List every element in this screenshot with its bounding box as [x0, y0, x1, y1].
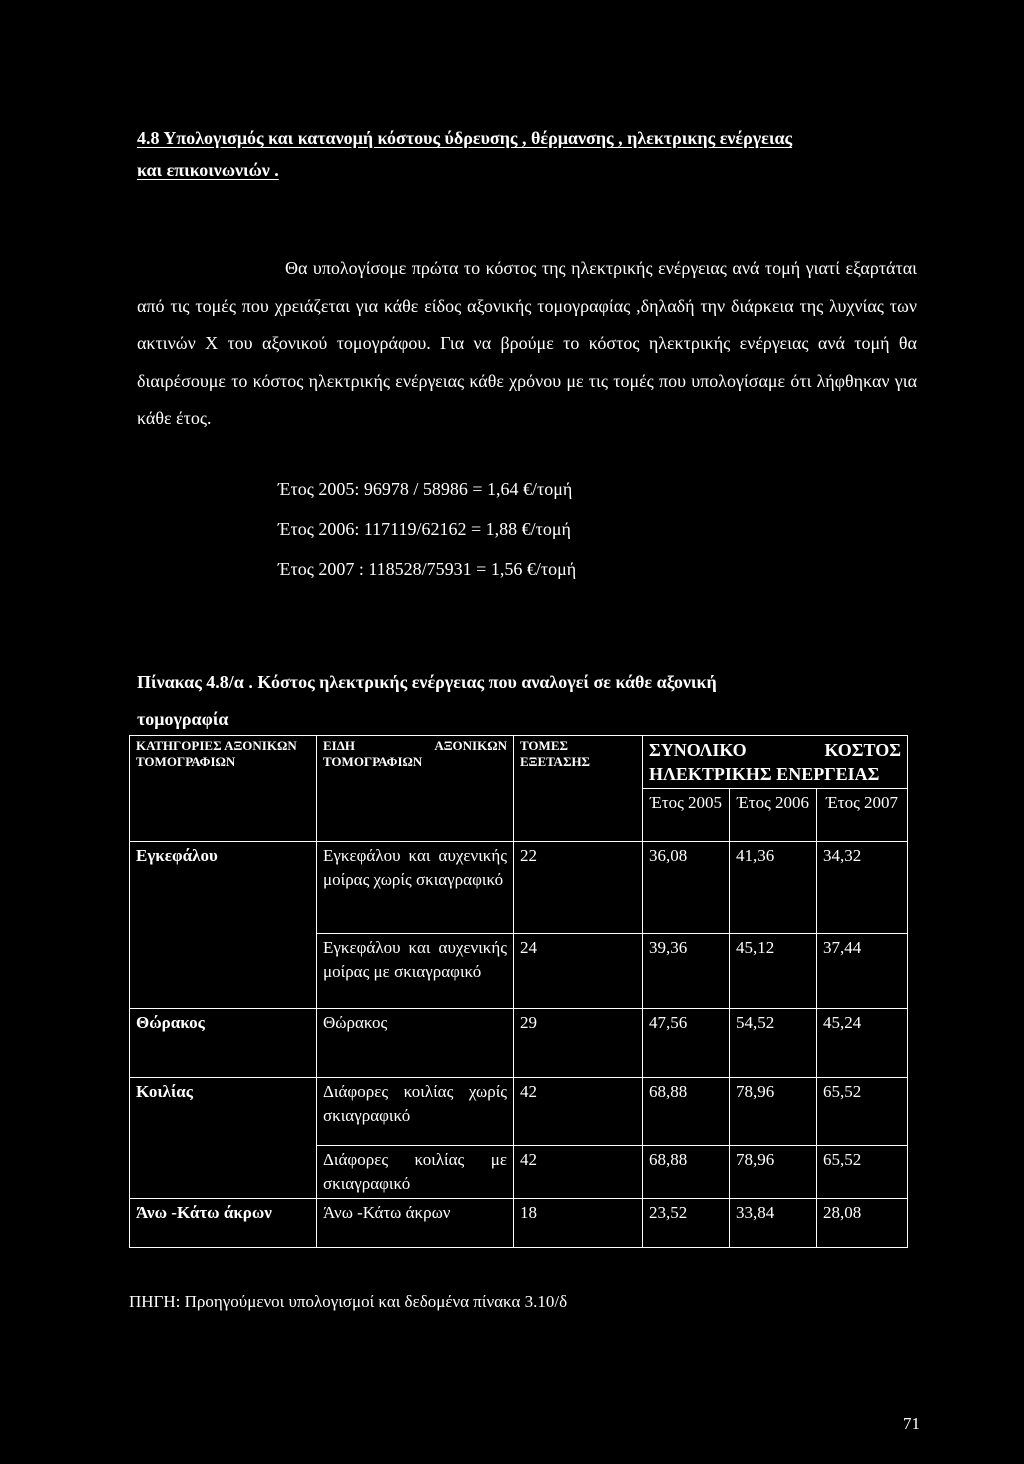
row-cost-2006: 33,84: [730, 1199, 817, 1248]
row-cost-2005: 39,36: [643, 934, 730, 1009]
row-cost-2006: 78,96: [730, 1077, 817, 1146]
row-type: Εγκεφάλου και αυχενικής μοίρας χωρίς σκιαγραφικό: [317, 841, 514, 934]
row-cost-2006: 45,12: [730, 934, 817, 1009]
calculation-2005: Έτος 2005: 96978 / 58986 = 1,64 €/τομή: [278, 479, 573, 499]
header-year-2005: Έτος 2005: [643, 789, 730, 842]
table-row: [130, 1077, 908, 1146]
row-cost-2007: 37,44: [817, 934, 908, 1009]
table-caption-line-2: τομογραφία: [137, 709, 229, 729]
row-category: [130, 934, 317, 1009]
row-cost-2007: 65,52: [817, 1146, 908, 1199]
row-cost-2005: 47,56: [643, 1008, 730, 1077]
table-row: [130, 1146, 908, 1199]
row-cost-2006: 78,96: [730, 1146, 817, 1199]
row-cost-2006: 41,36: [730, 841, 817, 934]
row-cost-2005: 68,88: [643, 1146, 730, 1199]
row-category: Κοιλίας: [130, 1077, 317, 1146]
row-slices: 29: [514, 1008, 643, 1077]
row-type: Άνω -Κάτω άκρων: [317, 1199, 514, 1248]
table-row: [130, 1199, 908, 1248]
table-caption-line-1: Πίνακας 4.8/α . Κόστος ηλεκτρικής ενέργειας που αναλογεί σε κάθε αξονική: [137, 672, 717, 692]
row-cost-2005: 68,88: [643, 1077, 730, 1146]
table-header-row: [130, 736, 908, 789]
table-row: [130, 1008, 908, 1077]
calculation-2006: Έτος 2006: 117119/62162 = 1,88 €/τομή: [278, 519, 571, 539]
row-cost-2005: 23,52: [643, 1199, 730, 1248]
section-heading: [137, 122, 917, 186]
row-category: [130, 1146, 317, 1199]
page-number: 71: [903, 1414, 920, 1433]
header-slices: ΤΟΜΕΣ ΕΞΕΤΑΣΗΣ: [514, 736, 643, 789]
row-category: Θώρακος: [130, 1008, 317, 1077]
row-category: Άνω -Κάτω άκρων: [130, 1199, 317, 1248]
section-heading-line-1: 4.8 Υπολογισμός και κατανομή κόστους ύδρευσης , θέρμανσης , ηλεκτρικης ενέργειας: [137, 128, 793, 148]
table-source-note: ΠΗΓΗ: Προηγούμενοι υπολογισμοί και δεδομένα πίνακα 3.10/δ: [129, 1292, 568, 1311]
header-total-cost: ΣΥΝΟΛΙΚΟ ΚΟΣΤΟΣ ΗΛΕΚΤΡΙΚΗΣ ΕΝΕΡΓΕΙΑΣ: [643, 736, 908, 789]
year-row-empty-1: [130, 789, 317, 842]
row-slices: 42: [514, 1077, 643, 1146]
row-category: Εγκεφάλου: [130, 841, 317, 934]
table-row: [130, 934, 908, 1009]
header-year-2006: Έτος 2006: [730, 789, 817, 842]
electricity-cost-table: [129, 735, 908, 1248]
row-type: Διάφορες κοιλίας με σκιαγραφικό: [317, 1146, 514, 1199]
table-row: [130, 841, 908, 934]
row-cost-2007: 45,24: [817, 1008, 908, 1077]
year-row-empty-2: [317, 789, 514, 842]
row-slices: 24: [514, 934, 643, 1009]
row-type: Διάφορες κοιλίας χωρίς σκιαγραφικό: [317, 1077, 514, 1146]
header-types: ΕΙΔΗ ΑΞΟΝΙΚΩΝ ΤΟΜΟΓΡΑΦΙΩΝ: [317, 736, 514, 789]
header-category: ΚΑΤΗΓΟΡΙΕΣ ΑΞΟΝΙΚΩΝ ΤΟΜΟΓΡΑΦΙΩΝ: [130, 736, 317, 789]
row-cost-2007: 34,32: [817, 841, 908, 934]
row-slices: 42: [514, 1146, 643, 1199]
year-row-empty-3: [514, 789, 643, 842]
row-cost-2007: 28,08: [817, 1199, 908, 1248]
table-caption: [137, 664, 917, 738]
section-heading-line-2: και επικοινωνιών .: [137, 160, 279, 180]
row-slices: 18: [514, 1199, 643, 1248]
row-cost-2006: 54,52: [730, 1008, 817, 1077]
row-cost-2007: 65,52: [817, 1077, 908, 1146]
header-year-2007: Έτος 2007: [817, 789, 908, 842]
row-type: Θώρακος: [317, 1008, 514, 1077]
table-year-row: [130, 789, 908, 842]
body-paragraph-text: Θα υπολογίσομε πρώτα το κόστος της ηλεκτρικής ενέργειας ανά τομή γιατί εξαρτάται από τις τομές που χρειάζεται για κάθε είδος αξονικής τομογραφίας ,δηλαδή την διάρκεια της λυχνίας των ακτινών Χ του αξονικού τομογράφου. Για να βρούμε το κόστος ηλεκτρικής ενέργειας ανά τομή θα διαιρέσουμε το κόστος ηλεκτρικής ενέργειας κάθε χρόνου με τις τομές που υπολογίσαμε ότι λήφθηκαν για κάθε έτος.: [137, 258, 917, 428]
row-cost-2005: 36,08: [643, 841, 730, 934]
row-type: Εγκεφάλου και αυχενικής μοίρας με σκιαγραφικό: [317, 934, 514, 1009]
calculation-2007: Έτος 2007 : 118528/75931 = 1,56 €/τομή: [278, 559, 577, 579]
row-slices: 22: [514, 841, 643, 934]
body-paragraph: [137, 250, 917, 438]
